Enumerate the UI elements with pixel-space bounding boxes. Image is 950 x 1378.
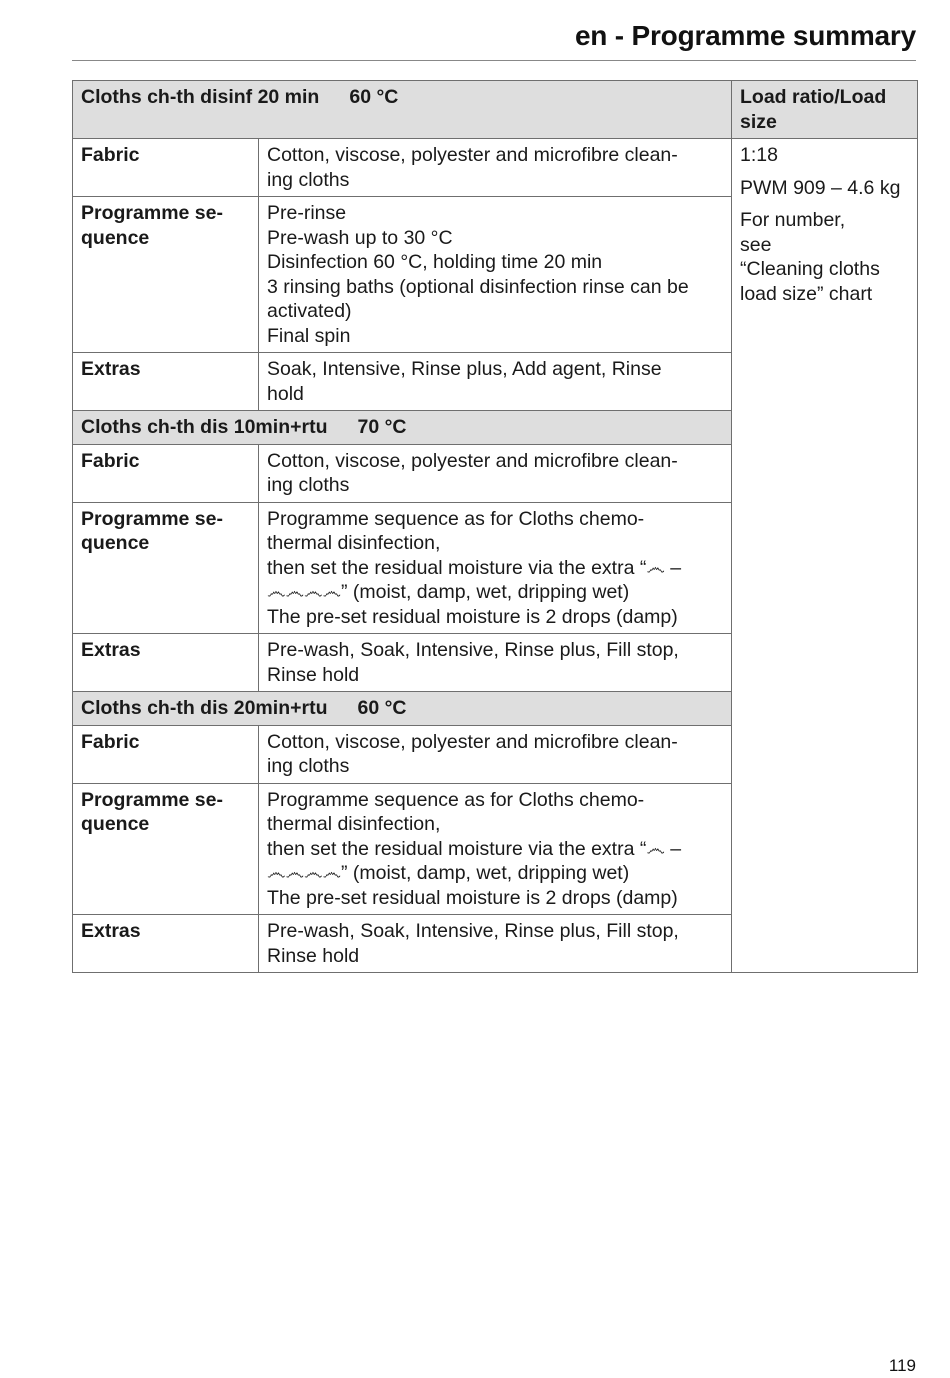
- text-line: Programme sequence as for Cloths chemo-: [267, 507, 645, 530]
- row-label: [73, 502, 259, 634]
- row-label: Fabric: [73, 444, 259, 502]
- programme-name: Cloths ch-th dis 20min+rtu: [81, 697, 328, 719]
- text-line: Rinse hold: [267, 663, 360, 686]
- text-line: Pre-wash up to 30 °C: [267, 226, 453, 249]
- note-line: “Cleaning cloths: [740, 258, 880, 280]
- text-line: then set the residual moisture via the extra “෴ –: [267, 556, 682, 579]
- page-title: en - Programme summary: [574, 20, 916, 51]
- programme-name: Cloths ch-th disinf 20 min: [81, 86, 320, 108]
- label-line: quence: [81, 226, 150, 249]
- text-line: Soak, Intensive, Rinse plus, Add agent, Rinse: [267, 358, 662, 380]
- label-line: Programme se-: [81, 788, 223, 811]
- note-line: load size” chart: [740, 282, 873, 305]
- title-divider: [72, 60, 916, 61]
- row-label: Fabric: [73, 139, 259, 197]
- text-line: Programme sequence as for Cloths chemo-: [267, 788, 645, 811]
- row-label: Extras: [73, 634, 259, 692]
- note-line: For number,: [740, 209, 846, 231]
- programme-temperature: 70 °C: [357, 416, 407, 438]
- row-label: [73, 197, 259, 353]
- load-ratio-cell: [732, 139, 918, 973]
- label-line: quence: [81, 532, 150, 554]
- text-line: ෴෴෴෴” (moist, damp, wet, dripping wet): [267, 862, 630, 884]
- text-line: Cotton, viscose, polyester and microfibre clean-: [267, 449, 678, 472]
- label-line: quence: [81, 813, 150, 835]
- programme-temperature: 60 °C: [349, 86, 399, 108]
- load-ratio: 1:18: [740, 144, 778, 166]
- text-line: Pre-wash, Soak, Intensive, Rinse plus, Fill stop,: [267, 920, 679, 942]
- table-row: [73, 139, 918, 197]
- row-value: [259, 725, 732, 783]
- text-line: ෴෴෴෴” (moist, damp, wet, dripping wet): [267, 581, 630, 603]
- text-line: then set the residual moisture via the extra “෴ –: [267, 837, 682, 860]
- text-line: 3 rinsing baths (optional disinfection rinse can be: [267, 275, 689, 298]
- programme-temperature: 60 °C: [357, 697, 407, 719]
- load-ratio-header: Load ratio/Load size: [732, 81, 918, 139]
- text-line: Cotton, viscose, polyester and microfibre clean-: [267, 144, 678, 166]
- text-line: Final spin: [267, 324, 351, 347]
- text-line: The pre-set residual moisture is 2 drops (damp): [267, 886, 678, 909]
- label-line: Programme se-: [81, 507, 223, 530]
- row-value: [259, 502, 732, 634]
- text-line: Disinfection 60 °C, holding time 20 min: [267, 251, 603, 273]
- row-label: Extras: [73, 915, 259, 973]
- row-value: [259, 444, 732, 502]
- note-line: see: [740, 233, 772, 256]
- row-label: Extras: [73, 353, 259, 411]
- row-value: [259, 139, 732, 197]
- row-value: [259, 353, 732, 411]
- text-line: ing cloths: [267, 168, 350, 191]
- label-line: Programme se-: [81, 202, 223, 224]
- programme-summary-table: [72, 80, 918, 973]
- row-label: Fabric: [73, 725, 259, 783]
- programme-header: [73, 81, 732, 139]
- text-line: hold: [267, 382, 304, 405]
- row-value: [259, 197, 732, 353]
- row-value: [259, 783, 732, 915]
- table-header-row: [73, 81, 918, 139]
- text-line: Pre-wash, Soak, Intensive, Rinse plus, Fill stop,: [267, 639, 679, 661]
- text-line: thermal disinfection,: [267, 813, 441, 835]
- text-line: thermal disinfection,: [267, 532, 441, 554]
- row-value: [259, 634, 732, 692]
- page-number: 119: [888, 1356, 916, 1375]
- programme-name: Cloths ch-th dis 10min+rtu: [81, 416, 328, 438]
- text-line: ing cloths: [267, 474, 350, 496]
- text-line: Cotton, viscose, polyester and microfibre clean-: [267, 730, 678, 753]
- text-line: Pre-rinse: [267, 202, 347, 224]
- machine-model: PWM 909 – 4.6 kg: [740, 176, 901, 199]
- text-line: ing cloths: [267, 755, 350, 777]
- programme-header: [73, 692, 732, 726]
- text-line: activated): [267, 300, 352, 322]
- text-line: Rinse hold: [267, 944, 360, 967]
- row-value: [259, 915, 732, 973]
- text-line: The pre-set residual moisture is 2 drops (damp): [267, 605, 678, 628]
- row-label: [73, 783, 259, 915]
- programme-header: [73, 411, 732, 445]
